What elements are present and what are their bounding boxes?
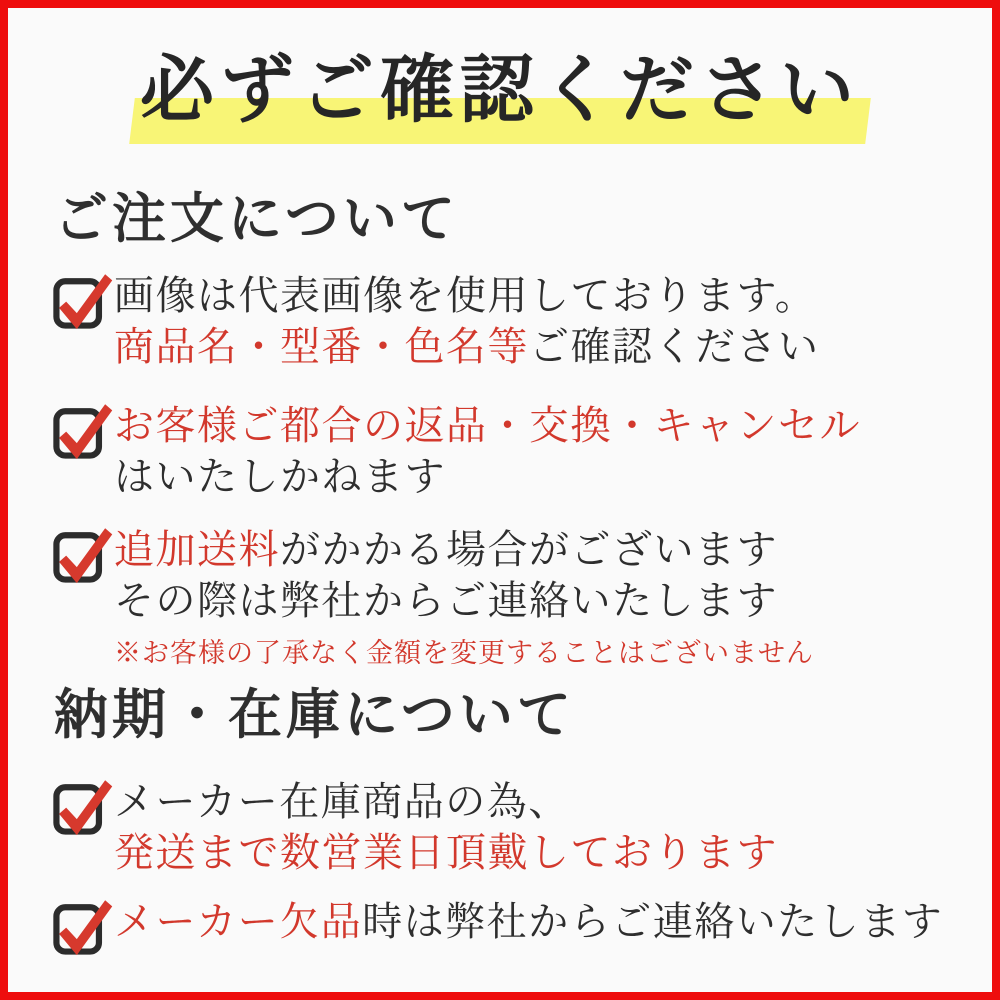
item-stock-line2-red: 発送まで数営業日頂戴しております	[114, 830, 778, 875]
item-image-line1	[114, 270, 820, 321]
checkbox-checked-icon	[52, 892, 114, 958]
item-shipping-line2	[114, 575, 814, 626]
page-title-text: 必ずご確認ください	[140, 50, 860, 132]
checklist-item-returns	[52, 394, 861, 502]
item-image-line2-black: ご確認ください	[529, 324, 820, 369]
section-heading-orders: ご注文について	[54, 189, 459, 249]
item-stock-line1	[114, 776, 778, 827]
checklist-item-outofstock	[52, 890, 943, 958]
section-heading-stock: 納期・在庫について	[54, 685, 575, 745]
checklist-item-image	[52, 264, 820, 372]
item-shipping-note: ※お客様の了承なく金額を変更することはございません	[114, 638, 814, 668]
item-returns-line2-text: はいたしかねます	[114, 454, 446, 499]
item-returns-line1	[114, 400, 861, 451]
item-returns-line1-red: お客様ご都合の返品・交換・キャンセル	[114, 403, 861, 448]
checkbox-checked-icon	[52, 520, 114, 586]
checkbox-checked-icon	[52, 266, 114, 332]
item-stock-line2	[114, 827, 778, 878]
checkbox-checked-icon	[52, 396, 114, 462]
checklist-item-text	[114, 264, 820, 372]
item-shipping-line2-text: その際は弊社からご連絡いたします	[114, 578, 778, 623]
checklist-item-text	[114, 394, 861, 502]
item-outofstock-line1	[114, 896, 943, 947]
checklist-item-text	[114, 518, 814, 670]
item-shipping-line1-red: 追加送料	[114, 527, 280, 572]
item-returns-line2	[114, 451, 861, 502]
item-outofstock-line1-black: 時は弊社からご連絡いたします	[362, 899, 944, 944]
item-image-line2-red: 商品名・型番・色名等	[114, 324, 529, 369]
checklist-item-shipping	[52, 518, 814, 670]
checklist-item-text	[114, 770, 778, 878]
checklist-item-text	[114, 890, 943, 947]
checklist-item-stock	[52, 770, 778, 878]
item-stock-line1-text: メーカー在庫商品の為、	[114, 779, 570, 824]
item-image-line1-text: 画像は代表画像を使用しております。	[114, 273, 817, 318]
item-shipping-line1	[114, 524, 814, 575]
checkbox-checked-icon	[52, 772, 114, 838]
item-image-line2	[114, 321, 820, 372]
page-title	[8, 44, 992, 139]
item-shipping-line1-black: がかかる場合がございます	[280, 527, 778, 572]
item-outofstock-line1-red: メーカー欠品	[114, 899, 363, 944]
